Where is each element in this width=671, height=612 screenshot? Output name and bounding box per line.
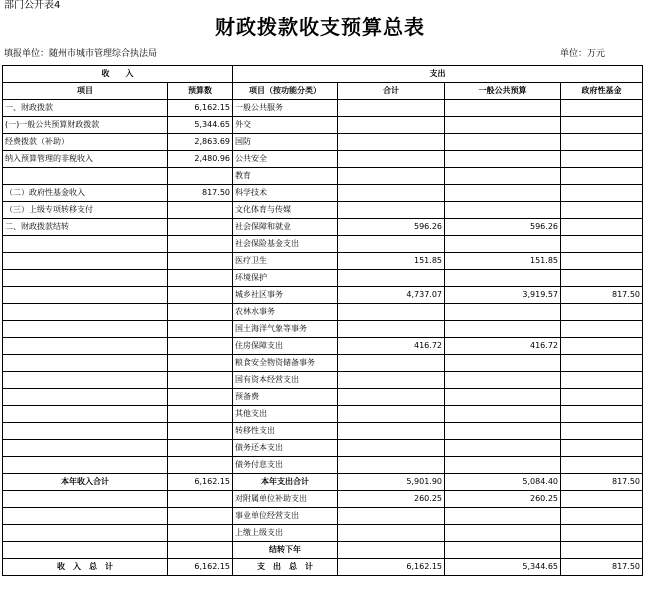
table-row — [3, 270, 643, 287]
expense-total — [338, 457, 445, 474]
expense-fund — [561, 491, 643, 508]
expense-item: 教育 — [233, 168, 338, 185]
header-item: 项目 — [3, 83, 168, 100]
table-row — [3, 525, 643, 542]
income-value — [168, 287, 233, 304]
expense-item: 粮食安全物资储备事务 — [233, 355, 338, 372]
expense-general — [445, 270, 561, 287]
expense-fund — [561, 457, 643, 474]
income-item: 二、财政拨款结转 — [3, 219, 168, 236]
expense-item: 城乡社区事务 — [233, 287, 338, 304]
expense-total — [338, 508, 445, 525]
expense-total — [338, 406, 445, 423]
income-value — [168, 491, 233, 508]
header-row-group — [3, 66, 643, 83]
expense-general: 260.25 — [445, 491, 561, 508]
expense-general — [445, 508, 561, 525]
expense-total — [338, 440, 445, 457]
expense-item: 科学技术 — [233, 185, 338, 202]
income-item — [3, 525, 168, 542]
income-value — [168, 304, 233, 321]
grand-expense-general: 5,344.65 — [445, 559, 561, 576]
expense-general — [445, 151, 561, 168]
expense-fund — [561, 100, 643, 117]
income-item — [3, 321, 168, 338]
income-value — [168, 525, 233, 542]
expense-general — [445, 372, 561, 389]
header-func-item: 项目（按功能分类） — [233, 83, 338, 100]
table-row — [3, 389, 643, 406]
expense-fund — [561, 321, 643, 338]
table-row — [3, 321, 643, 338]
expense-fund — [561, 185, 643, 202]
table-row — [3, 406, 643, 423]
income-value — [168, 202, 233, 219]
table-row — [3, 100, 643, 117]
year-expense-general: 5,084.40 — [445, 474, 561, 491]
table-row — [3, 117, 643, 134]
year-expense-fund: 817.50 — [561, 474, 643, 491]
header-budget: 预算数 — [168, 83, 233, 100]
table-row — [3, 151, 643, 168]
expense-item: 国防 — [233, 134, 338, 151]
year-total-row — [3, 474, 643, 491]
expense-total — [338, 389, 445, 406]
expense-total — [338, 542, 445, 559]
expense-total — [338, 304, 445, 321]
income-item: (一)一般公共预算财政拨款 — [3, 117, 168, 134]
income-item — [3, 423, 168, 440]
income-item — [3, 372, 168, 389]
header-fund: 政府性基金 — [561, 83, 643, 100]
expense-total: 151.85 — [338, 253, 445, 270]
carry-next-label: 结转下年 — [233, 542, 338, 559]
income-item — [3, 508, 168, 525]
income-item — [3, 355, 168, 372]
expense-item: 社会保障和就业 — [233, 219, 338, 236]
expense-general — [445, 525, 561, 542]
expense-total: 4,737.07 — [338, 287, 445, 304]
table-row — [3, 508, 643, 525]
income-value — [168, 253, 233, 270]
expense-item: 文化体育与传媒 — [233, 202, 338, 219]
expense-item: 农林水事务 — [233, 304, 338, 321]
table-row — [3, 185, 643, 202]
expense-total — [338, 185, 445, 202]
expense-total: 260.25 — [338, 491, 445, 508]
income-item: （二）政府性基金收入 — [3, 185, 168, 202]
expense-total — [338, 372, 445, 389]
expense-fund — [561, 542, 643, 559]
income-item: 一、财政拨款 — [3, 100, 168, 117]
header-total: 合计 — [338, 83, 445, 100]
income-value — [168, 406, 233, 423]
header-expense: 支出 — [233, 66, 643, 83]
expense-general — [445, 100, 561, 117]
grand-expense-total: 6,162.15 — [338, 559, 445, 576]
grand-income-total-value: 6,162.15 — [168, 559, 233, 576]
expense-general: 416.72 — [445, 338, 561, 355]
year-expense-total: 5,901.90 — [338, 474, 445, 491]
income-value — [168, 542, 233, 559]
income-item: （三）上级专项转移支付 — [3, 202, 168, 219]
expense-total — [338, 151, 445, 168]
table-row — [3, 202, 643, 219]
income-item — [3, 338, 168, 355]
expense-fund — [561, 236, 643, 253]
expense-fund — [561, 440, 643, 457]
expense-general — [445, 134, 561, 151]
expense-item: 一般公共服务 — [233, 100, 338, 117]
budget-table — [2, 65, 643, 576]
page-title: 财政拨款收支预算总表 — [215, 15, 425, 39]
table-row — [3, 236, 643, 253]
expense-item: 上缴上级支出 — [233, 525, 338, 542]
income-value — [168, 372, 233, 389]
expense-total — [338, 134, 445, 151]
expense-general — [445, 542, 561, 559]
expense-total — [338, 525, 445, 542]
income-value — [168, 423, 233, 440]
income-value — [168, 440, 233, 457]
expense-total — [338, 321, 445, 338]
expense-fund — [561, 270, 643, 287]
expense-total — [338, 355, 445, 372]
expense-fund — [561, 151, 643, 168]
income-value — [168, 236, 233, 253]
expense-general — [445, 202, 561, 219]
expense-item: 住房保障支出 — [233, 338, 338, 355]
expense-total — [338, 423, 445, 440]
expense-fund — [561, 389, 643, 406]
expense-total — [338, 202, 445, 219]
expense-general: 3,919.57 — [445, 287, 561, 304]
income-value: 6,162.15 — [168, 100, 233, 117]
expense-general: 151.85 — [445, 253, 561, 270]
expense-general — [445, 389, 561, 406]
expense-fund — [561, 304, 643, 321]
expense-fund — [561, 117, 643, 134]
grand-expense-fund: 817.50 — [561, 559, 643, 576]
expense-fund — [561, 134, 643, 151]
income-value — [168, 389, 233, 406]
income-item — [3, 168, 168, 185]
income-item: 经费拨款（补助） — [3, 134, 168, 151]
expense-item: 债务还本支出 — [233, 440, 338, 457]
expense-total — [338, 168, 445, 185]
income-value: 2,480.96 — [168, 151, 233, 168]
income-item — [3, 491, 168, 508]
expense-total — [338, 236, 445, 253]
expense-general — [445, 457, 561, 474]
expense-general: 596.26 — [445, 219, 561, 236]
table-row — [3, 440, 643, 457]
income-value — [168, 355, 233, 372]
expense-fund — [561, 372, 643, 389]
expense-item: 国有资本经营支出 — [233, 372, 338, 389]
income-value — [168, 338, 233, 355]
expense-item: 公共安全 — [233, 151, 338, 168]
income-value: 817.50 — [168, 185, 233, 202]
expense-item: 其他支出 — [233, 406, 338, 423]
grand-expense-total-label: 支 出 总 计 — [233, 559, 338, 576]
header-row-columns — [3, 83, 643, 100]
expense-item: 预备费 — [233, 389, 338, 406]
expense-fund — [561, 406, 643, 423]
income-value — [168, 321, 233, 338]
income-item — [3, 287, 168, 304]
expense-general — [445, 117, 561, 134]
grand-income-total-label: 收 入 总 计 — [3, 559, 168, 576]
income-item — [3, 406, 168, 423]
expense-total: 596.26 — [338, 219, 445, 236]
expense-item: 外交 — [233, 117, 338, 134]
year-income-total-value: 6,162.15 — [168, 474, 233, 491]
expense-total: 416.72 — [338, 338, 445, 355]
expense-general — [445, 185, 561, 202]
income-value — [168, 168, 233, 185]
income-value — [168, 270, 233, 287]
expense-general — [445, 304, 561, 321]
expense-general — [445, 440, 561, 457]
expense-fund — [561, 253, 643, 270]
income-item: 纳入预算管理的非税收入 — [3, 151, 168, 168]
year-income-total-label: 本年收入合计 — [3, 474, 168, 491]
income-value — [168, 508, 233, 525]
expense-total — [338, 100, 445, 117]
table-row — [3, 304, 643, 321]
table-row — [3, 423, 643, 440]
header-income: 收 入 — [3, 66, 233, 83]
expense-item: 转移性支出 — [233, 423, 338, 440]
income-item — [3, 304, 168, 321]
grand-total-row — [3, 559, 643, 576]
table-row — [3, 219, 643, 236]
income-value: 2,863.69 — [168, 134, 233, 151]
table-row — [3, 253, 643, 270]
sheet-label: 部门公开表4 — [4, 0, 61, 11]
carry-next-row — [3, 542, 643, 559]
expense-general — [445, 321, 561, 338]
expense-general — [445, 168, 561, 185]
expense-total — [338, 270, 445, 287]
income-item — [3, 542, 168, 559]
table-row — [3, 372, 643, 389]
table-row — [3, 287, 643, 304]
reporting-unit: 填报单位：随州市城市管理综合执法局 — [4, 49, 158, 59]
expense-fund — [561, 219, 643, 236]
income-value: 5,344.65 — [168, 117, 233, 134]
expense-general — [445, 236, 561, 253]
income-item — [3, 389, 168, 406]
expense-general — [445, 406, 561, 423]
expense-item: 对附属单位补助支出 — [233, 491, 338, 508]
expense-item: 医疗卫生 — [233, 253, 338, 270]
income-item — [3, 457, 168, 474]
table-row — [3, 457, 643, 474]
income-value — [168, 219, 233, 236]
expense-fund — [561, 423, 643, 440]
table-row — [3, 338, 643, 355]
expense-fund — [561, 525, 643, 542]
expense-item: 社会保险基金支出 — [233, 236, 338, 253]
table-row — [3, 168, 643, 185]
income-item — [3, 236, 168, 253]
expense-total — [338, 117, 445, 134]
expense-fund — [561, 355, 643, 372]
table-row — [3, 134, 643, 151]
income-item — [3, 253, 168, 270]
income-item — [3, 270, 168, 287]
income-value — [168, 457, 233, 474]
expense-fund — [561, 168, 643, 185]
table-row — [3, 491, 643, 508]
expense-fund — [561, 338, 643, 355]
table-row — [3, 355, 643, 372]
expense-item: 环境保护 — [233, 270, 338, 287]
expense-general — [445, 423, 561, 440]
expense-item: 事业单位经营支出 — [233, 508, 338, 525]
header-general: 一般公共预算 — [445, 83, 561, 100]
currency-unit: 单位：万元 — [560, 49, 606, 59]
expense-general — [445, 355, 561, 372]
year-expense-total-label: 本年支出合计 — [233, 474, 338, 491]
expense-fund: 817.50 — [561, 287, 643, 304]
expense-item: 债务付息支出 — [233, 457, 338, 474]
income-item — [3, 440, 168, 457]
expense-item: 国土海洋气象等事务 — [233, 321, 338, 338]
expense-fund — [561, 508, 643, 525]
expense-fund — [561, 202, 643, 219]
